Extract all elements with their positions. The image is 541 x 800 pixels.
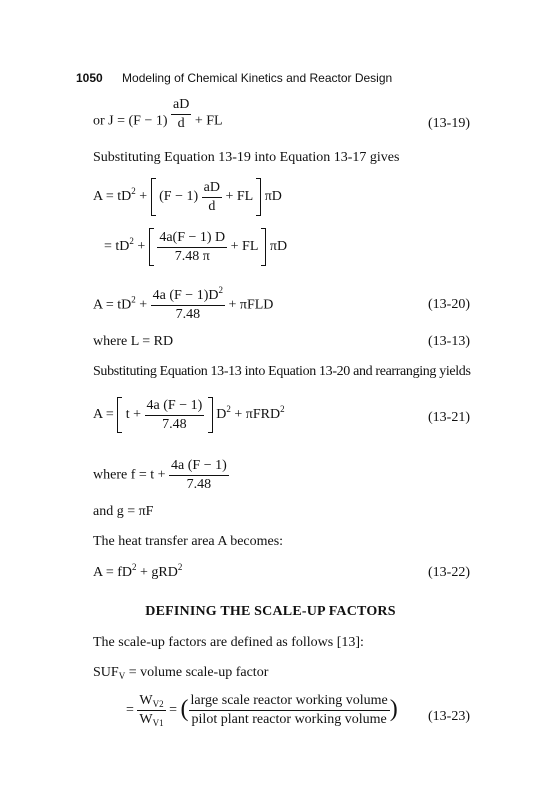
body-text: The heat transfer area A becomes: xyxy=(93,534,284,549)
eq-f-lhs: where f = t + xyxy=(93,467,166,483)
equation-13-23 xyxy=(126,693,398,728)
suf-subscript: V xyxy=(118,671,126,681)
eq-13-20-numerator xyxy=(151,285,225,305)
eq-13-21-t-plus: t + xyxy=(125,407,142,423)
equation-13-21 xyxy=(93,397,285,433)
eq-a2-tail: πD xyxy=(269,239,288,255)
eq-a2-numerator: 4a(F − 1) D xyxy=(159,229,226,245)
suf-description: = volume scale-up factor xyxy=(125,665,269,680)
eq-a1-inner2: + FL xyxy=(225,189,253,205)
eq-13-22-sup1: 2 xyxy=(132,562,137,572)
equation-number: (13-20) xyxy=(428,297,470,312)
eq-13-20-rhs: + πFLD xyxy=(228,297,274,313)
body-text: Substituting Equation 13-13 into Equation 13-20 and rearranging yields xyxy=(93,364,471,379)
eq-13-21-d-sup: 2 xyxy=(226,404,231,415)
body-text: Substituting Equation 13-19 into Equation 13-17 gives xyxy=(93,150,400,165)
eq-13-21-rhs-sup: 2 xyxy=(280,404,285,415)
equation-13-22 xyxy=(93,562,183,581)
eq-a1-tail: πD xyxy=(264,189,282,205)
eq-a2-denominator: 7.48 π xyxy=(157,247,227,265)
eq-a1-lhs: A = tD xyxy=(93,189,132,205)
eq-13-21-numerator: 4a (F − 1) xyxy=(146,397,203,413)
eq-13-21-denominator: 7.48 xyxy=(145,415,205,433)
eq-13-19-lhs: or J = (F − 1) xyxy=(93,113,168,129)
equation-g-definition: and g = πF xyxy=(93,504,154,519)
equation-13-19 xyxy=(93,97,223,139)
eq-13-23-equals1: = xyxy=(126,702,134,718)
eq-13-23-w-num-sub: V2 xyxy=(152,699,164,709)
equation-number: (13-13) xyxy=(428,334,470,349)
equation-number: (13-23) xyxy=(428,709,470,724)
section-heading: DEFINING THE SCALE-UP FACTORS xyxy=(145,604,396,619)
eq-13-23-ratio-fraction xyxy=(189,693,390,728)
eq-13-23-ratio-denominator: pilot plant reactor working volume xyxy=(189,710,390,728)
eq-a1-numerator: aD xyxy=(203,179,220,195)
equation-number: (13-22) xyxy=(428,565,470,580)
eq-13-23-w-den: W xyxy=(139,712,153,727)
right-bracket xyxy=(208,397,213,433)
eq-13-21-rhs: + πFRD xyxy=(234,407,281,423)
eq-a1-sup: 2 xyxy=(131,186,136,197)
eq-a2-fraction xyxy=(157,230,227,265)
eq-13-22-sup2: 2 xyxy=(177,562,183,572)
left-bracket xyxy=(151,178,156,216)
eq-a1-plus: + xyxy=(139,189,148,205)
eq-13-22-lhs: A = fD xyxy=(93,565,133,580)
suf-symbol: SUF xyxy=(93,665,119,680)
right-bracket xyxy=(261,228,266,266)
eq-f-numerator: 4a (F − 1) xyxy=(171,458,227,473)
eq-f-denominator: 7.48 xyxy=(169,475,229,493)
eq-13-21-lhs: A = xyxy=(93,407,114,423)
eq-13-20-sup: 2 xyxy=(131,294,136,305)
eq-13-23-weight-numerator xyxy=(137,693,165,710)
eq-a1-denominator: d xyxy=(202,197,222,215)
left-bracket xyxy=(117,397,122,433)
equation-area-step2 xyxy=(104,228,287,266)
left-paren: ( xyxy=(180,695,189,722)
eq-13-19-fraction xyxy=(171,97,191,132)
eq-13-20-numerator-text: 4a (F − 1)D xyxy=(152,288,219,303)
eq-a1-inner: (F − 1) xyxy=(159,189,199,205)
eq-a2-inner2: + FL xyxy=(230,239,258,255)
eq-13-23-w-den-sub: V1 xyxy=(152,718,164,728)
suf-definition xyxy=(93,665,268,681)
left-bracket xyxy=(149,228,154,266)
equation-13-13: where L = RD xyxy=(93,334,174,349)
eq-13-23-equals2: = xyxy=(169,702,178,718)
eq-13-20-plus: + xyxy=(139,297,148,313)
eq-13-21-d: D xyxy=(216,407,227,423)
equation-area-step1 xyxy=(93,178,282,216)
eq-13-22-mid: + gRD xyxy=(136,565,178,580)
eq-a2-sup: 2 xyxy=(129,236,134,247)
right-paren: ) xyxy=(389,695,398,722)
equation-number: (13-19) xyxy=(428,116,470,131)
equation-number: (13-21) xyxy=(428,410,470,425)
eq-13-20-numerator-sup: 2 xyxy=(218,285,223,295)
eq-13-19-numerator: aD xyxy=(173,97,190,112)
eq-13-19-denominator: d xyxy=(171,114,191,132)
running-header xyxy=(76,71,392,85)
eq-13-23-w-num: W xyxy=(139,693,153,708)
eq-f-fraction xyxy=(169,458,229,493)
eq-13-23-weight-denominator xyxy=(137,710,165,728)
eq-13-20-fraction xyxy=(151,285,225,323)
page-number: 1050 xyxy=(76,71,103,85)
equation-13-20 xyxy=(93,285,274,323)
right-bracket xyxy=(256,178,261,216)
equation-f-definition xyxy=(93,458,229,493)
eq-13-23-weight-fraction xyxy=(137,693,165,728)
eq-13-20-denominator: 7.48 xyxy=(151,305,225,323)
eq-a2-lhs: = tD xyxy=(104,239,130,255)
body-text: The scale-up factors are defined as follows [13]: xyxy=(93,635,364,650)
running-title: Modeling of Chemical Kinetics and Reactor Design xyxy=(122,71,393,85)
eq-a1-fraction xyxy=(202,180,222,215)
eq-13-23-ratio-numerator: large scale reactor working volume xyxy=(190,693,388,708)
eq-13-21-fraction xyxy=(145,398,205,433)
eq-13-19-rhs: + FL xyxy=(194,113,223,129)
eq-13-20-lhs: A = tD xyxy=(93,297,132,313)
eq-a2-plus: + xyxy=(137,239,146,255)
